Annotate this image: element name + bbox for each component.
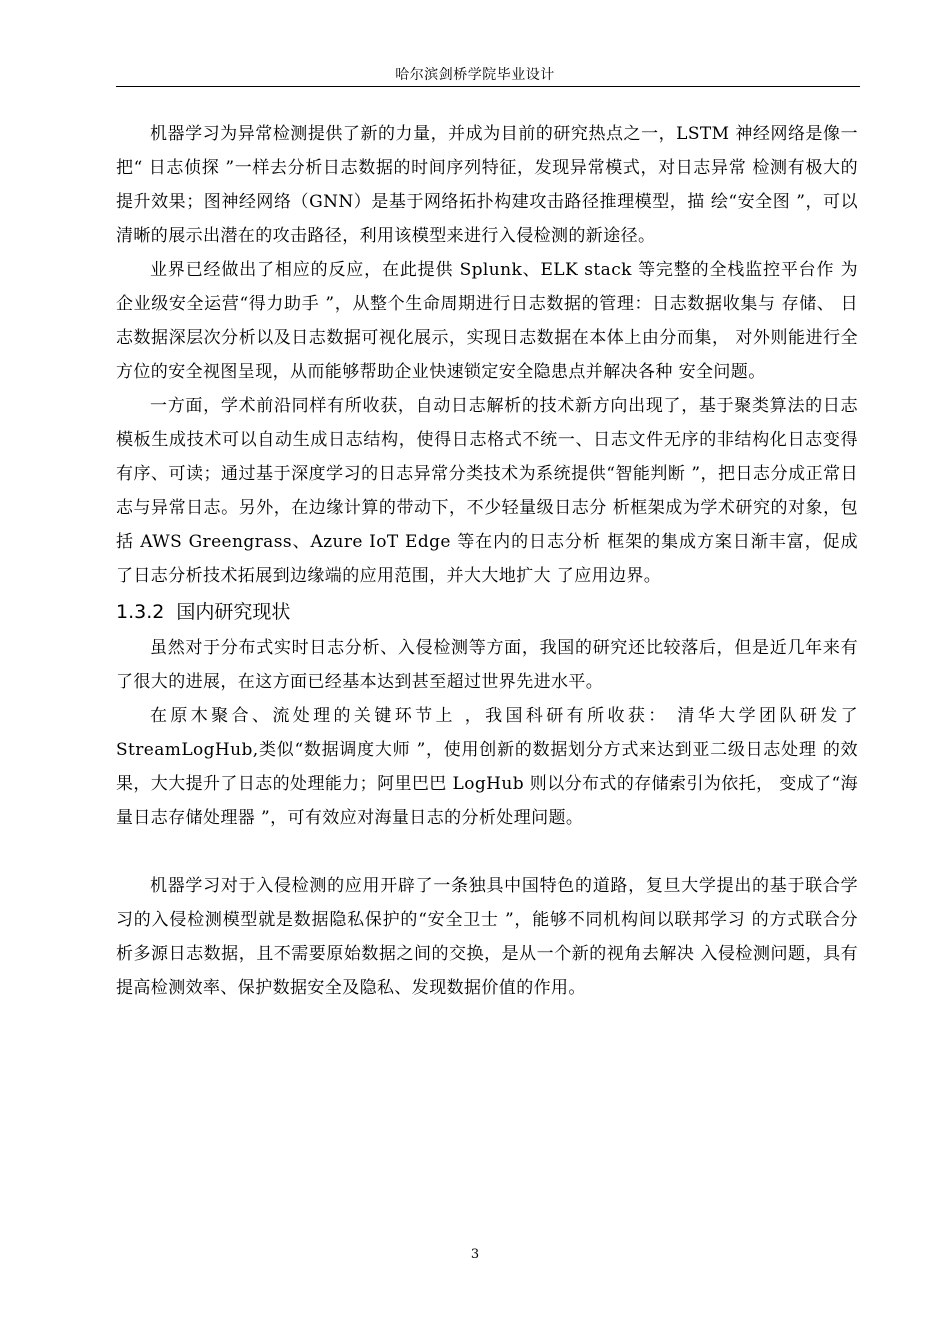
paragraph-academic-frontier: 一方面，学术前沿同样有所收获，自动日志解析的技术新方向出现了，基于聚类算法的日志模板生成技术可以自动生成日志结构，使得日志格式不统一、日志文件无序的非结构化日志变得有序、可读；通过基于深度学习的日志异常分类技术为系统提供“智能判断 ”，把日志分成正常日志与异常日志。另外，在边缘计算的带动下，不少轻量级日志分 析框架成为学术研究的对象，包括 AWS Greengrass、Azure IoT Edge 等在内的日志分析 框架的集成方案日渐丰富，促成了日志分析技术拓展到边缘端的应用范围，并大大地扩大 了应用边界。 (116, 396, 858, 586)
paragraph-industry-response: 业界已经做出了相应的反应，在此提供 Splunk、ELK stack 等完整的全栈监控平台作 为企业级安全运营“得力助手 ”，从整个生命周期进行日志数据的管理：日志数据收集与 存储、 日志数据深层次分析以及日志数据可视化展示，实现日志数据在本体上由分而集， 对外则能进行全方位的安全视图呈现，从而能够帮助企业快速锁定安全隐患点并解决各种 安全问题。 (116, 260, 858, 382)
page-header-title: 哈尔滨剑桥学院毕业设计 (395, 67, 555, 83)
paragraph-spacer (116, 835, 858, 869)
paragraph-domestic-overview: 虽然对于分布式实时日志分析、入侵检测等方面，我国的研究还比较落后，但是近几年来有了很大的进展，在这方面已经基本达到甚至超过世界先进水平。 (116, 638, 858, 692)
paragraph-ml-anomaly-detection: 机器学习为异常检测提供了新的力量，并成为目前的研究热点之一，LSTM 神经网络是像一把“ 日志侦探 ”一样去分析日志数据的时间序列特征，发现异常模式，对日志异常 检测有极大的提升效果；图神经网络（GNN）是基于网络拓扑构建攻击路径推理模型，描 绘“安全图 ”，可以清晰的展示出潜在的攻击路径，利用该模型来进行入侵检测的新途径。 (116, 124, 858, 246)
section-title: 国内研究现状 (176, 601, 291, 623)
paragraph-log-aggregation: 在原木聚合、流处理的关键环节上 ，我国科研有所收获： 清华大学团队研发了 StreamLogHub,类似“数据调度大师 ”，使用创新的数据划分方式来达到亚二级日志处理 的效果，大大提升了日志的处理能力；阿里巴巴 LogHub 则以分布式的存储索引为依托， 变成了“海量日志存储处理器 ”，可有效应对海量日志的分析处理问题。 (116, 706, 858, 828)
section-heading (116, 595, 858, 629)
paragraph-federated-learning: 机器学习对于入侵检测的应用开辟了一条独具中国特色的道路，复旦大学提出的基于联合学习的入侵检测模型就是数据隐私保护的“安全卫士 ”，能够不同机构间以联邦学习 的方式联合分析多源日志数据，且不需要原始数据之间的交换，是从一个新的视角去解决 入侵检测问题，具有提高检测效率、保护数据安全及隐私、发现数据价值的作用。 (116, 876, 858, 998)
header-divider (116, 86, 860, 87)
page-number: 3 (470, 1247, 480, 1262)
section-number: 1.3.2 (116, 601, 165, 623)
document-body (116, 117, 858, 1005)
